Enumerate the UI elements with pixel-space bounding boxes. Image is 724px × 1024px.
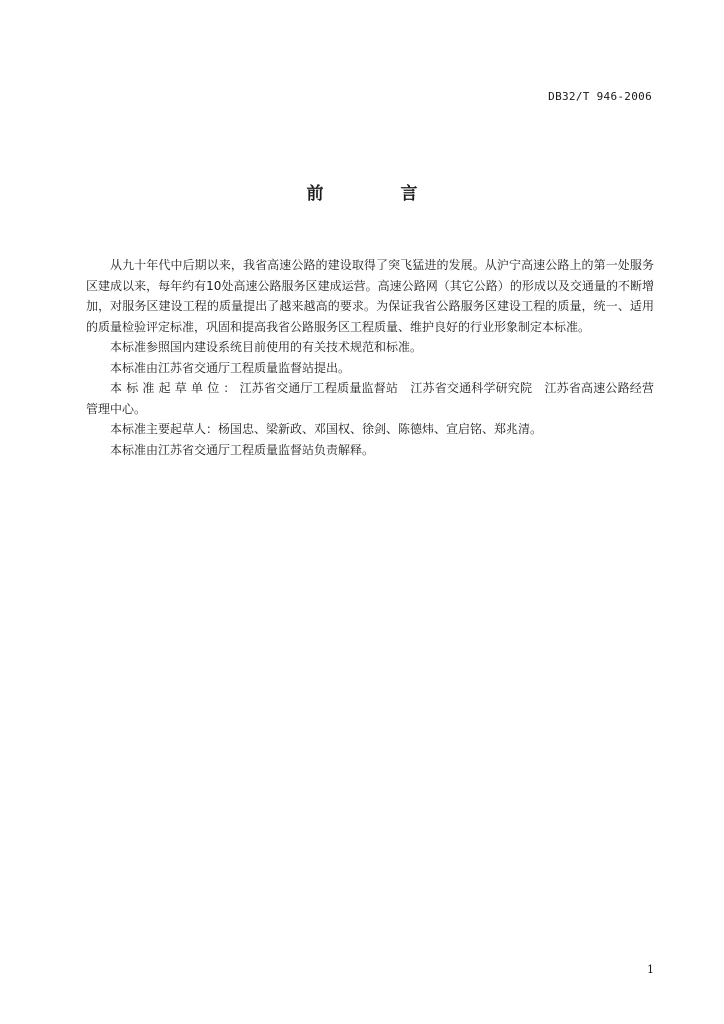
foreword-body xyxy=(86,255,654,460)
paragraph-proposer: 本标准由江苏省交通厅工程质量监督站提出。 xyxy=(110,360,351,375)
page-number: 1 xyxy=(647,963,654,976)
paragraph-drafting-units: 本 标 准 起 草 单 位 ： 江苏省交通厅工程质量监督站 江苏省交通科学研究院 江苏省高速公路经营管理中心。 xyxy=(86,381,654,416)
paragraph-background: 从九十年代中后期以来，我省高速公路的建设取得了突飞猛进的发展。从沪宁高速公路上的第一处服务区建成以来，每年约有10处高速公路服务区建成运营。高速公路网（其它公路）的形成以及交通量的不断增加，对服务区建设工程的质量提出了越来越高的要求。为保证我省公路服务区建设工程的质量，统一、适用的质量检验评定标准，巩固和提高我省公路服务区工程质量、维护良好的行业形象制定本标准。 xyxy=(86,258,654,334)
standard-code: DB32/T 946-2006 xyxy=(548,90,652,103)
page-title: 前 言 xyxy=(306,184,448,204)
paragraph-drafters: 本标准主要起草人：杨国忠、梁新政、邓国权、徐剑、陈德炜、宣启铭、郑兆清。 xyxy=(110,422,543,436)
paragraph-references: 本标准参照国内建设系统目前使用的有关技术规范和标准。 xyxy=(110,340,423,354)
paragraph-interpretation: 本标准由江苏省交通厅工程质量监督站负责解释。 xyxy=(110,442,375,457)
